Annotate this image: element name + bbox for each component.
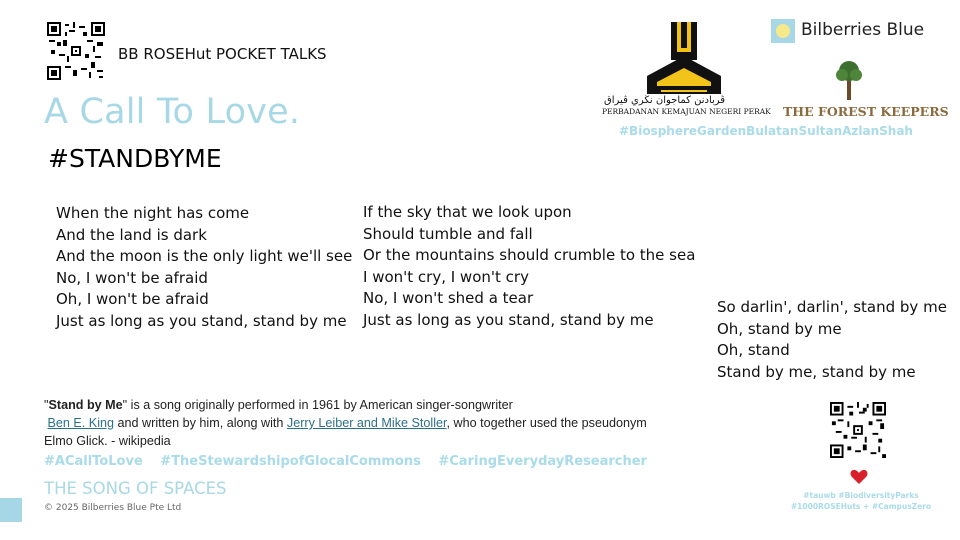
hashtag: #TheStewardshipofGlocalCommons <box>160 454 421 469</box>
lyric-line: And the land is dark <box>56 225 207 244</box>
copyright: © 2025 Bilberries Blue Pte Ltd <box>44 503 182 513</box>
qr-code-icon[interactable] <box>47 22 105 80</box>
quote-mark: " <box>44 398 49 412</box>
lyric-line: No, I won't shed a tear <box>363 289 534 308</box>
forest-keepers-label: THE FOREST KEEPERS <box>783 104 949 119</box>
hashtag-line: #1000ROSEHuts + #CampusZero <box>790 502 932 511</box>
lyric-line: I won't cry, I won't cry <box>363 267 529 286</box>
wiki-text: " is a song originally performed in 1961 by American singer-songwriter <box>122 398 513 412</box>
lyric-line: If the sky that we look upon <box>363 203 572 221</box>
lyric-line: And the moon is the only light we'll see <box>56 247 353 266</box>
pkn-logo-icon <box>643 20 725 94</box>
hashtag-line: #tauwb #BiodiversityParks <box>803 491 919 500</box>
hashtag-row <box>44 454 660 469</box>
tree-icon <box>834 60 864 102</box>
lyrics-column-1 <box>56 203 352 333</box>
corner-accent-block <box>0 498 22 522</box>
pkn-name: PERBADANAN KEMAJUAN NEGERI PERAK <box>602 107 771 116</box>
wiki-text: , who together used the pseudonym Elmo Glick. - wikipedia <box>44 416 647 448</box>
wiki-note <box>44 396 664 450</box>
lyric-line: Oh, stand by me <box>717 319 842 338</box>
heart-icon <box>850 469 868 485</box>
brand-name: Bilberries Blue <box>801 20 925 40</box>
lyric-line: Should tumble and fall <box>363 224 533 243</box>
hashtag-title: #STANDBYME <box>48 144 222 173</box>
song-title: Stand by Me <box>48 398 123 412</box>
lyric-line: When the night has come <box>56 204 250 222</box>
pkn-jawi-name: ڤربادنن كماجوان نڬري ڤيراق <box>604 95 726 106</box>
lyric-line: Just as long as you stand, stand by me <box>56 311 347 330</box>
hashtag: #CaringEverydayResearcher <box>438 454 647 469</box>
page-title: A Call To Love. <box>44 92 301 132</box>
hashtag: #ACallToLove <box>44 454 143 469</box>
lyric-line: No, I won't be afraid <box>56 268 208 287</box>
lyric-line: Oh, I won't be afraid <box>56 290 209 309</box>
lyrics-column-3 <box>717 297 947 383</box>
leiber-stoller-link[interactable]: Jerry Leiber and Mike Stoller <box>286 416 447 430</box>
header-label: BB ROSEHut POCKET TALKS <box>118 45 327 63</box>
song-of-spaces-label: THE SONG OF SPACES <box>44 479 227 498</box>
biosphere-hashtag: #BiosphereGardenBulatanSultanAzlanShah <box>619 124 913 138</box>
sun-circle-icon <box>771 19 795 43</box>
lyric-line: Stand by me, stand by me <box>717 362 916 381</box>
lyric-line: Oh, stand <box>717 341 790 360</box>
bottom-hashtags <box>780 490 942 512</box>
lyrics-column-2 <box>363 202 695 332</box>
lyric-line: Just as long as you stand, stand by me <box>363 310 654 329</box>
wiki-text: and written by him, along with <box>114 416 287 430</box>
lyric-line: Or the mountains should crumble to the sea <box>363 246 696 265</box>
lyric-line: So darlin', darlin', stand by me <box>717 298 947 316</box>
ben-e-king-link[interactable]: Ben E. King <box>47 416 115 430</box>
qr-code-icon[interactable] <box>830 402 886 458</box>
